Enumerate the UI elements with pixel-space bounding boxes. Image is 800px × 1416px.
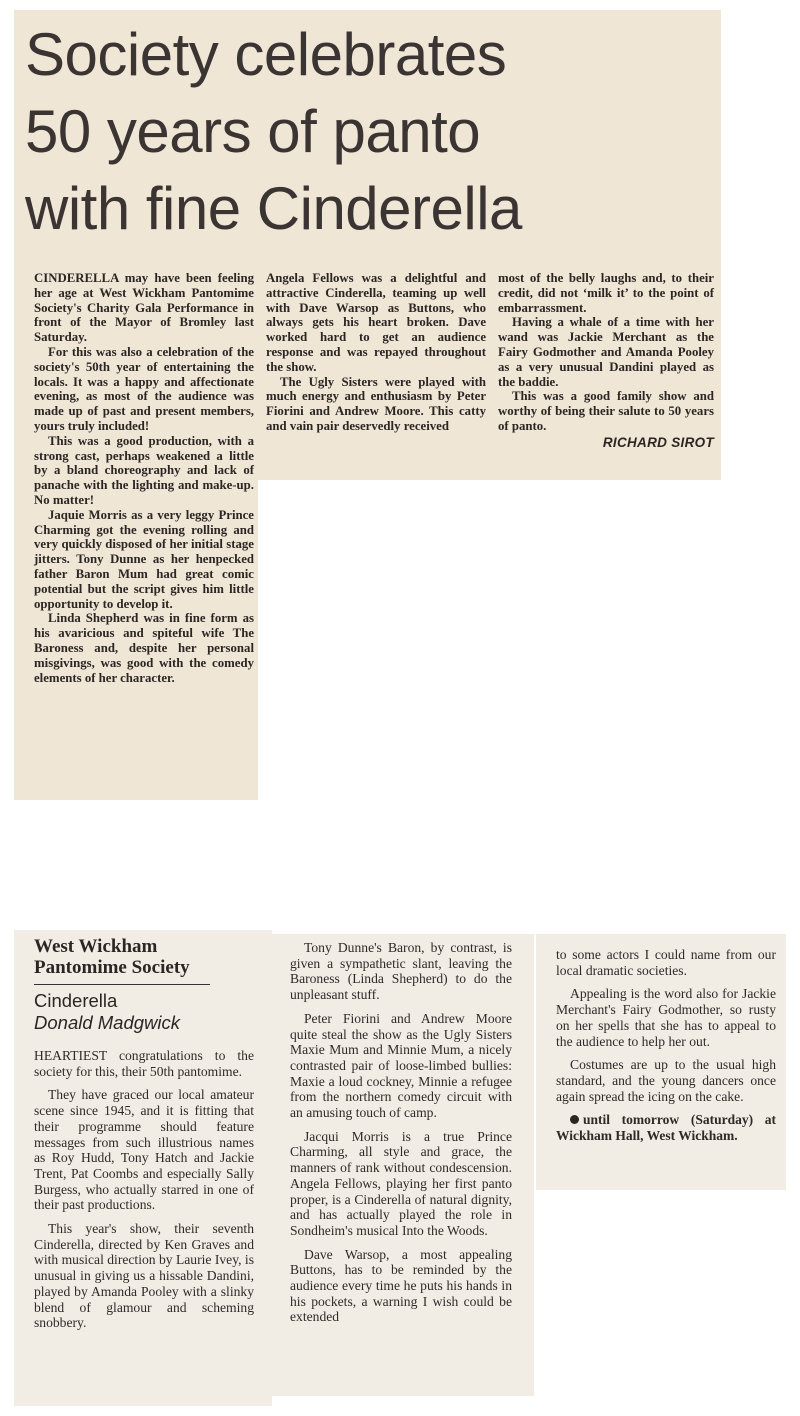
headline-line-2: 50 years of panto: [25, 98, 481, 165]
paragraph: HEARTIEST congratulations to the society for this, their 50th pantomime.: [34, 1048, 254, 1079]
notice-text: until tomorrow (Saturday) at Wickham Hall, West Wickham.: [556, 1112, 776, 1144]
paragraph: Peter Fiorini and Andrew Moore quite steal the show as the Ugly Sisters Maxie Mum and Minnie Mum, a nicely contrasted pair of loose-limbed bullies: Maxie a loud cockney, Minnie a refugee from the northern comedy circuit with an amusing touch of camp.: [290, 1010, 512, 1121]
article2-column-2: [290, 940, 512, 1333]
paragraph: The Ugly Sisters were played with much energy and enthusiasm by Peter Fiorini and Andrew Moore. This catty and vain pair deservedly received: [266, 374, 486, 433]
article1-byline: RICHARD SIROT: [602, 434, 714, 450]
article2-column-3: [556, 947, 776, 1152]
paragraph: This year's show, their seventh Cinderella, directed by Ken Graves and with musical direction by Laurie Ivey, is unusual in giving us a hissable Dandini, played by Amanda Pooley with a slinky blend of glamour and scheming snobbery.: [34, 1221, 254, 1331]
paragraph: Angela Fellows was a delightful and attractive Cinderella, teaming up well with Dave Warsop as Buttons, who always gets his heart broken. Dave worked hard to get an audience response and was repayed throughout the show.: [266, 271, 486, 374]
society-title-line-1: West Wickham: [34, 936, 158, 957]
paragraph: They have graced our local amateur scene since 1945, and it is fitting that their programme should feature messages from such illustrious names as Roy Hudd, Tony Hatch and Jackie Trent, Pat Coombs and especially Sally Burgess, who actually starred in one of their past productions.: [34, 1087, 254, 1213]
paragraph: Jacqui Morris is a true Prince Charming, all style and grace, the manners of rank without condescension. Angela Fellows, playing her first panto proper, is a Cinderella of natural dignity, and has actually played the role in Sondheim's musical Into the Woods.: [290, 1128, 512, 1238]
article1-column-2: [266, 271, 486, 434]
paragraph: Dave Warsop, a most appealing Buttons, has to be reminded by the audience every time he puts his hands in his pockets, a warning I wish could be extended: [290, 1246, 512, 1325]
paragraph: Having a whale of a time with her wand was Jackie Merchant as the Fairy Godmother and Amanda Pooley as a very unusual Dandini played as the baddie.: [498, 315, 714, 389]
headline-line-3: with fine Cinderella: [25, 175, 522, 242]
paragraph: This was a good family show and worthy of being their salute to 50 years of panto.: [498, 389, 714, 433]
title-rule: [34, 984, 210, 985]
bullet-icon: [570, 1115, 579, 1124]
article1-headline: [25, 16, 715, 247]
society-title-line-2: Pantomime Society: [34, 957, 190, 978]
paragraph: to some actors I could name from our local dramatic societies.: [556, 947, 776, 978]
author-name: Donald Madgwick: [34, 1012, 181, 1033]
performance-notice: [556, 1112, 776, 1143]
paragraph: Appealing is the word also for Jackie Merchant's Fairy Godmother, so rusty on her spells that she has to appeal to the audience to help her out.: [556, 986, 776, 1049]
article2-column-1: [34, 1048, 254, 1339]
paragraph: Linda Shepherd was in fine form as his avaricious and spiteful wife The Baroness and, despite her personal misgivings, was good with the comedy elements of her character.: [34, 611, 254, 685]
paragraph: CINDERELLA may have been feeling her age at West Wickham Pantomime Society's Charity Gala Performance in front of the Mayor of Bromley last Saturday.: [34, 271, 254, 345]
society-title: [34, 936, 214, 978]
paragraph: most of the belly laughs and, to their credit, did not ‘milk it’ to the point of embarrassment.: [498, 271, 714, 315]
paragraph: For this was also a celebration of the society's 50th year of entertaining the locals. It was a happy and affectionate evening, as most of the audience was made up of past and present members, yours truly included!: [34, 344, 254, 433]
play-heading: [34, 990, 234, 1034]
headline-line-1: Society celebrates: [25, 21, 507, 88]
paragraph: Costumes are up to the usual high standard, and the young dancers once again spread the icing on the cake.: [556, 1057, 776, 1104]
paragraph: This was a good production, with a strong cast, perhaps weakened a little by a bland choreography and lack of panache with the lighting and make-up. No matter!: [34, 433, 254, 507]
article1-column-1: [34, 271, 254, 685]
play-title: Cinderella: [34, 990, 118, 1011]
paragraph: Jaquie Morris as a very leggy Prince Charming got the evening rolling and very quickly disposed of her initial stage jitters. Tony Dunne as her henpecked father Baron Mum had great comic potential but the script gives him little opportunity to develop it.: [34, 507, 254, 611]
paragraph: Tony Dunne's Baron, by contrast, is given a sympathetic slant, leaving the Baroness (Linda Shepherd) to do the unpleasant stuff.: [290, 940, 512, 1003]
article1-column-3: [498, 271, 714, 451]
